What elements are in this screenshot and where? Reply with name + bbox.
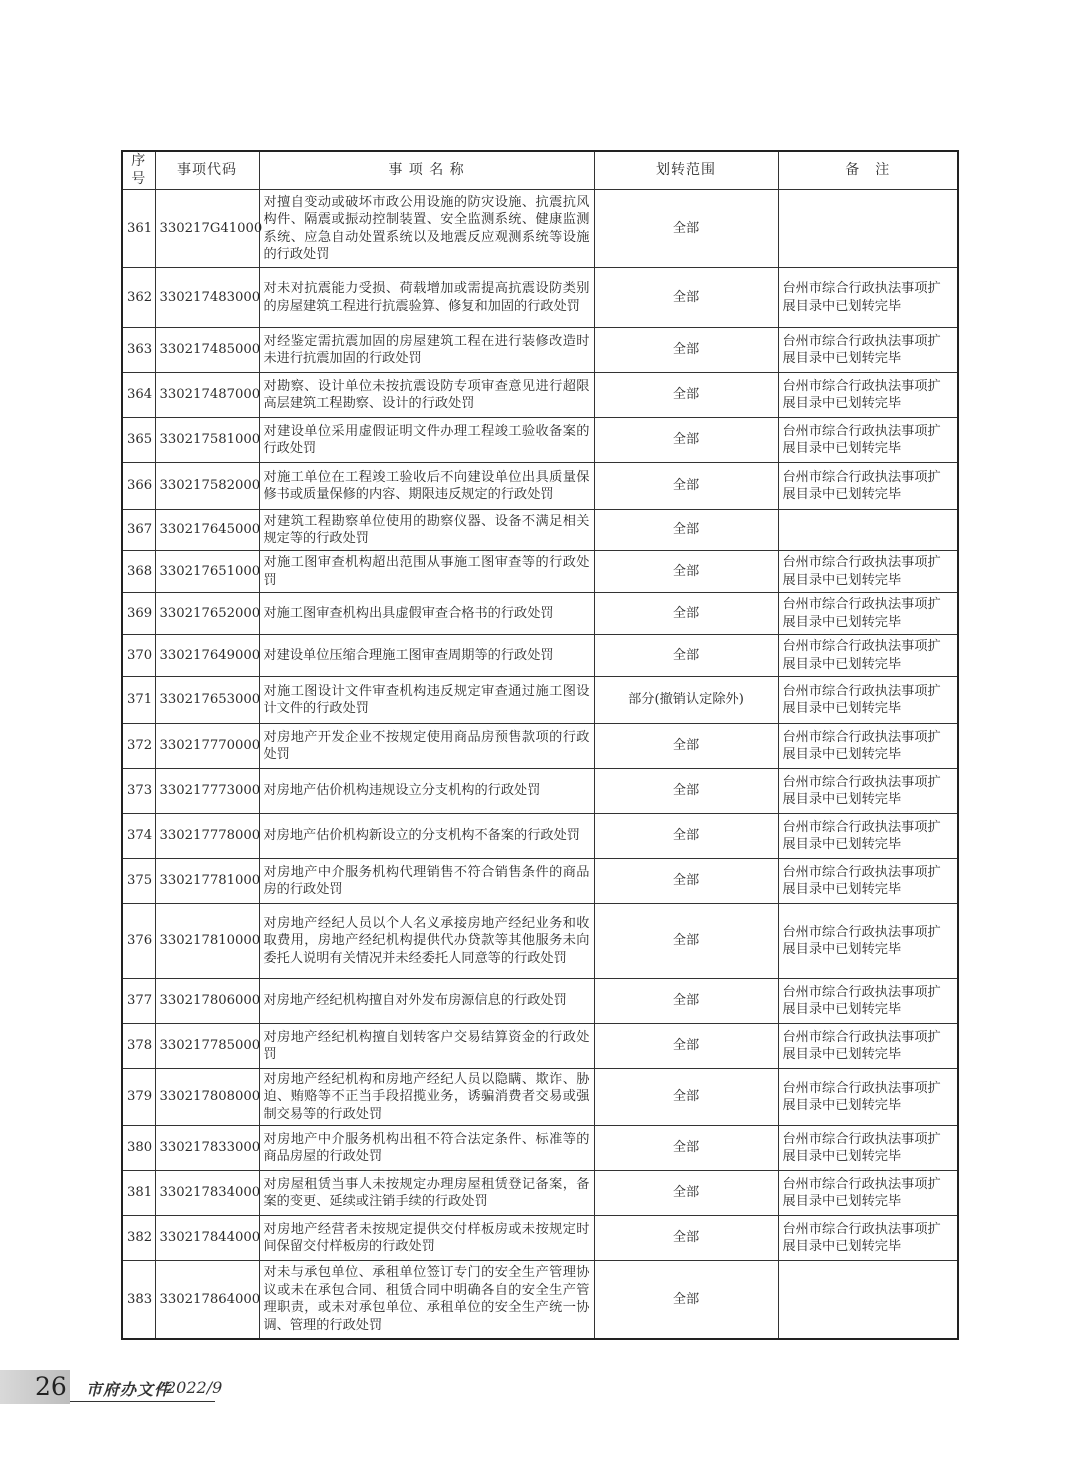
- remark: 台州市综合行政执法事项扩展目录中已划转完毕: [778, 373, 958, 418]
- item-code: 330217G41000: [155, 190, 259, 268]
- remark: 台州市综合行政执法事项扩展目录中已划转完毕: [778, 551, 958, 593]
- transfer-scope: 全部: [594, 814, 778, 859]
- row-number: 367: [122, 510, 155, 551]
- table-row: [122, 463, 958, 510]
- item-name: 对建筑工程勘察单位使用的勘察仪器、设备不满足相关规定等的行政处罚: [259, 510, 594, 551]
- item-name: 对勘察、设计单位未按抗震设防专项审查意见进行超限高层建筑工程勘察、设计的行政处罚: [259, 373, 594, 418]
- item-code: 330217645000: [155, 510, 259, 551]
- table-row: [122, 1216, 958, 1261]
- table-row: [122, 510, 958, 551]
- item-code: 330217834000: [155, 1171, 259, 1216]
- transfer-scope: 全部: [594, 268, 778, 328]
- table-row: [122, 1126, 958, 1171]
- table-row: [122, 814, 958, 859]
- transfer-scope: 全部: [594, 551, 778, 593]
- table-header-row: [122, 151, 958, 190]
- transfer-scope: 部分(撤销认定除外): [594, 677, 778, 724]
- item-code: 330217773000: [155, 769, 259, 814]
- row-number: 361: [122, 190, 155, 268]
- transfer-scope: 全部: [594, 859, 778, 904]
- item-code: 330217649000: [155, 635, 259, 677]
- item-name: 对房地产中介服务机构出租不符合法定条件、标准等的商品房屋的行政处罚: [259, 1126, 594, 1171]
- item-name: 对房地产经纪机构和房地产经纪人员以隐瞒、欺诈、胁迫、贿赂等不正当手段招揽业务，诱骗消费者交易或强制交易等的行政处罚: [259, 1069, 594, 1126]
- table-row: [122, 635, 958, 677]
- transfer-scope: 全部: [594, 1024, 778, 1069]
- item-name: 对施工图设计文件审查机构违反规定审查通过施工图设计文件的行政处罚: [259, 677, 594, 724]
- item-name: 对房地产经纪机构擅自对外发布房源信息的行政处罚: [259, 979, 594, 1024]
- row-number: 370: [122, 635, 155, 677]
- item-name: 对房地产经营者未按规定提供交付样板房或未按规定时间保留交付样板房的行政处罚: [259, 1216, 594, 1261]
- item-code: 330217652000: [155, 593, 259, 635]
- remark: [778, 1261, 958, 1339]
- item-code: 330217833000: [155, 1126, 259, 1171]
- row-number: 375: [122, 859, 155, 904]
- row-number: 373: [122, 769, 155, 814]
- transfer-scope: 全部: [594, 769, 778, 814]
- item-name: 对房地产中介服务机构代理销售不符合销售条件的商品房的行政处罚: [259, 859, 594, 904]
- transfer-scope: 全部: [594, 328, 778, 373]
- transfer-scope: 全部: [594, 724, 778, 769]
- table-row: [122, 328, 958, 373]
- item-name: 对未对抗震能力受损、荷载增加或需提高抗震设防类别的房屋建筑工程进行抗震验算、修复和加固的行政处罚: [259, 268, 594, 328]
- footer-rule: [70, 1401, 215, 1402]
- item-code: 330217485000: [155, 328, 259, 373]
- row-number: 380: [122, 1126, 155, 1171]
- transfer-scope: 全部: [594, 1171, 778, 1216]
- row-number: 382: [122, 1216, 155, 1261]
- row-number: 383: [122, 1261, 155, 1339]
- transfer-scope: 全部: [594, 1126, 778, 1171]
- item-name: 对建设单位压缩合理施工图审查周期等的行政处罚: [259, 635, 594, 677]
- item-name: 对未与承包单位、承租单位签订专门的安全生产管理协议或未在承包合同、租赁合同中明确各自的安全生产管理职责，或未对承包单位、承租单位的安全生产统一协调、管理的行政处罚: [259, 1261, 594, 1339]
- remark: 台州市综合行政执法事项扩展目录中已划转完毕: [778, 1069, 958, 1126]
- row-number: 372: [122, 724, 155, 769]
- table-row: [122, 979, 958, 1024]
- header-code: 事项代码: [155, 151, 259, 190]
- remark: [778, 510, 958, 551]
- publication-title: 市府办文件: [86, 1380, 172, 1399]
- item-code: 330217864000: [155, 1261, 259, 1339]
- header-no: 序号: [122, 151, 155, 190]
- page-number: 26: [35, 1372, 67, 1401]
- transfer-scope: 全部: [594, 418, 778, 463]
- row-number: 376: [122, 904, 155, 979]
- transfer-scope: 全部: [594, 904, 778, 979]
- table-body: [122, 190, 958, 1339]
- remark: [778, 190, 958, 268]
- remark: 台州市综合行政执法事项扩展目录中已划转完毕: [778, 593, 958, 635]
- transfer-scope: 全部: [594, 1261, 778, 1339]
- item-name: 对建设单位采用虚假证明文件办理工程竣工验收备案的行政处罚: [259, 418, 594, 463]
- item-name: 对房地产经纪人员以个人名义承接房地产经纪业务和收取费用，房地产经纪机构提供代办贷款等其他服务未向委托人说明有关情况并未经委托人同意等的行政处罚: [259, 904, 594, 979]
- item-code: 330217653000: [155, 677, 259, 724]
- item-code: 330217581000: [155, 418, 259, 463]
- transfer-scope: 全部: [594, 463, 778, 510]
- item-code: 330217810000: [155, 904, 259, 979]
- remark: 台州市综合行政执法事项扩展目录中已划转完毕: [778, 724, 958, 769]
- administrative-items-table: [121, 150, 959, 1340]
- row-number: 364: [122, 373, 155, 418]
- remark: 台州市综合行政执法事项扩展目录中已划转完毕: [778, 677, 958, 724]
- item-code: 330217806000: [155, 979, 259, 1024]
- row-number: 371: [122, 677, 155, 724]
- item-name: 对擅自变动或破坏市政公用设施的防灾设施、抗震抗风构件、隔震或振动控制装置、安全监测系统、健康监测系统、应急自动处置系统以及地震反应观测系统等设施的行政处罚: [259, 190, 594, 268]
- remark: 台州市综合行政执法事项扩展目录中已划转完毕: [778, 1024, 958, 1069]
- row-number: 366: [122, 463, 155, 510]
- item-name: 对房地产估价机构违规设立分支机构的行政处罚: [259, 769, 594, 814]
- remark: 台州市综合行政执法事项扩展目录中已划转完毕: [778, 1126, 958, 1171]
- transfer-scope: 全部: [594, 190, 778, 268]
- remark: 台州市综合行政执法事项扩展目录中已划转完毕: [778, 904, 958, 979]
- table-row: [122, 904, 958, 979]
- table-row: [122, 418, 958, 463]
- row-number: 381: [122, 1171, 155, 1216]
- table-row: [122, 268, 958, 328]
- item-code: 330217651000: [155, 551, 259, 593]
- item-name: 对施工单位在工程竣工验收后不向建设单位出具质量保修书或质量保修的内容、期限违反规定的行政处罚: [259, 463, 594, 510]
- item-code: 330217770000: [155, 724, 259, 769]
- row-number: 377: [122, 979, 155, 1024]
- remark: 台州市综合行政执法事项扩展目录中已划转完毕: [778, 769, 958, 814]
- table-row: [122, 724, 958, 769]
- remark: 台州市综合行政执法事项扩展目录中已划转完毕: [778, 859, 958, 904]
- table-row: [122, 677, 958, 724]
- item-code: 330217582000: [155, 463, 259, 510]
- header-note: 备 注: [778, 151, 958, 190]
- item-name: 对房屋租赁当事人未按规定办理房屋租赁登记备案，备案的变更、延续或注销手续的行政处罚: [259, 1171, 594, 1216]
- row-number: 369: [122, 593, 155, 635]
- row-number: 362: [122, 268, 155, 328]
- transfer-scope: 全部: [594, 593, 778, 635]
- remark: 台州市综合行政执法事项扩展目录中已划转完毕: [778, 979, 958, 1024]
- item-code: 330217483000: [155, 268, 259, 328]
- remark: 台州市综合行政执法事项扩展目录中已划转完毕: [778, 418, 958, 463]
- table-row: [122, 1171, 958, 1216]
- remark: 台州市综合行政执法事项扩展目录中已划转完毕: [778, 1171, 958, 1216]
- transfer-scope: 全部: [594, 373, 778, 418]
- transfer-scope: 全部: [594, 510, 778, 551]
- item-name: 对施工图审查机构出具虚假审查合格书的行政处罚: [259, 593, 594, 635]
- table-row: [122, 190, 958, 268]
- transfer-scope: 全部: [594, 979, 778, 1024]
- item-code: 330217785000: [155, 1024, 259, 1069]
- transfer-scope: 全部: [594, 635, 778, 677]
- transfer-scope: 全部: [594, 1069, 778, 1126]
- item-name: 对房地产经纪机构擅自划转客户交易结算资金的行政处罚: [259, 1024, 594, 1069]
- item-name: 对经鉴定需抗震加固的房屋建筑工程在进行装修改造时未进行抗震加固的行政处罚: [259, 328, 594, 373]
- item-code: 330217844000: [155, 1216, 259, 1261]
- row-number: 374: [122, 814, 155, 859]
- item-name: 对房地产开发企业不按规定使用商品房预售款项的行政处罚: [259, 724, 594, 769]
- remark: 台州市综合行政执法事项扩展目录中已划转完毕: [778, 814, 958, 859]
- item-code: 330217778000: [155, 814, 259, 859]
- remark: 台州市综合行政执法事项扩展目录中已划转完毕: [778, 635, 958, 677]
- table-row: [122, 373, 958, 418]
- issue-number: 2022/9: [166, 1378, 223, 1397]
- table-row: [122, 859, 958, 904]
- item-code: 330217808000: [155, 1069, 259, 1126]
- remark: 台州市综合行政执法事项扩展目录中已划转完毕: [778, 328, 958, 373]
- page-footer: [0, 1370, 223, 1404]
- remark: 台州市综合行政执法事项扩展目录中已划转完毕: [778, 463, 958, 510]
- row-number: 378: [122, 1024, 155, 1069]
- table-row: [122, 551, 958, 593]
- transfer-scope: 全部: [594, 1216, 778, 1261]
- item-name: 对施工图审查机构超出范围从事施工图审查等的行政处罚: [259, 551, 594, 593]
- item-name: 对房地产估价机构新设立的分支机构不备案的行政处罚: [259, 814, 594, 859]
- document-table-container: [121, 150, 957, 1340]
- table-row: [122, 1261, 958, 1339]
- remark: 台州市综合行政执法事项扩展目录中已划转完毕: [778, 1216, 958, 1261]
- header-name: 事 项 名 称: [259, 151, 594, 190]
- table-row: [122, 1069, 958, 1126]
- row-number: 379: [122, 1069, 155, 1126]
- table-row: [122, 1024, 958, 1069]
- header-scope: 划转范围: [594, 151, 778, 190]
- table-row: [122, 769, 958, 814]
- row-number: 365: [122, 418, 155, 463]
- row-number: 363: [122, 328, 155, 373]
- item-code: 330217781000: [155, 859, 259, 904]
- table-row: [122, 593, 958, 635]
- item-code: 330217487000: [155, 373, 259, 418]
- row-number: 368: [122, 551, 155, 593]
- remark: 台州市综合行政执法事项扩展目录中已划转完毕: [778, 268, 958, 328]
